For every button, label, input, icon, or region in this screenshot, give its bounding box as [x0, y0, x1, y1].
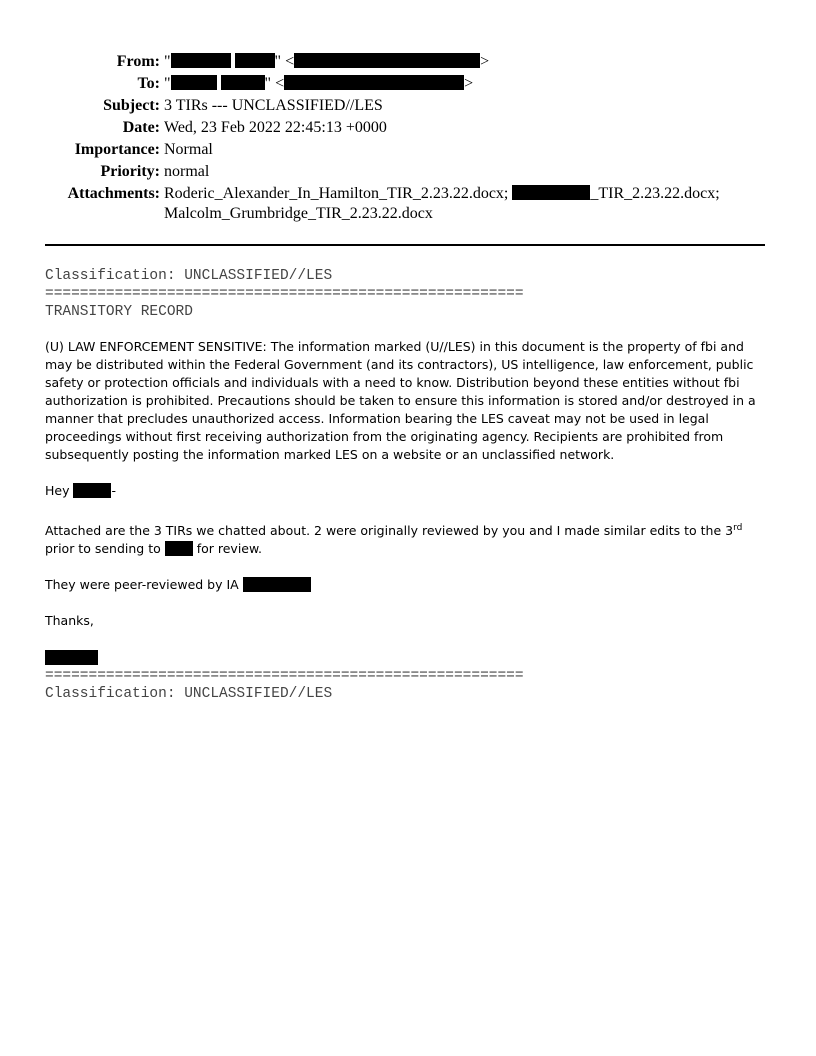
attachments-line-1: [164, 184, 720, 204]
header-divider: [45, 244, 765, 246]
greeting-line: [45, 482, 769, 500]
date-row: [0, 118, 816, 138]
paragraph-text: for review.: [192, 541, 263, 556]
closing-line: Thanks,: [45, 613, 94, 628]
redaction-box: [284, 75, 464, 90]
redaction-box: [165, 541, 193, 556]
peer-review-line: [45, 576, 769, 594]
to-row: [0, 74, 816, 94]
date-label: Date:: [122, 119, 160, 136]
attachment-paragraph: [45, 522, 769, 558]
separator-line-top: =======================================================: [45, 286, 524, 302]
priority-label: Priority:: [100, 163, 160, 180]
importance-label: Importance:: [74, 141, 160, 158]
greeting-text: Hey: [45, 483, 70, 498]
paragraph-text: prior to sending to: [45, 541, 161, 556]
redaction-box: [512, 185, 590, 200]
from-row: [0, 52, 816, 72]
paragraph-text: Attached are the 3 TIRs we chatted about. 2 were originally reviewed by you and I made similar edits to the 3: [45, 523, 734, 538]
importance-row: [0, 140, 816, 160]
to-label: To:: [137, 75, 160, 92]
redaction-box: [73, 483, 111, 498]
to-value: " " < >: [164, 75, 474, 92]
priority-value: normal: [164, 163, 210, 180]
classification-banner-bottom: Classification: UNCLASSIFIED//LES: [45, 686, 333, 702]
date-value: Wed, 23 Feb 2022 22:45:13 +0000: [164, 119, 387, 136]
classification-banner-top: Classification: UNCLASSIFIED//LES: [45, 268, 333, 284]
redaction-box: [171, 53, 231, 68]
redaction-box: [171, 75, 217, 90]
attachments-row: [0, 184, 816, 204]
ordinal-suffix: rd: [733, 522, 743, 533]
attachment-link[interactable]: _TIR_2.23.22.docx;: [590, 185, 720, 202]
transitory-record-label: TRANSITORY RECORD: [45, 304, 193, 320]
importance-value: Normal: [164, 141, 213, 158]
redaction-box: [221, 75, 265, 90]
redaction-box: [294, 53, 480, 68]
from-label: From:: [116, 53, 160, 70]
separator-line-bottom: =======================================================: [45, 668, 524, 684]
les-notice: (U) LAW ENFORCEMENT SENSITIVE: The information marked (U//LES) in this document is the property of fbi and may be distributed within the Federal Government (and its contractors), US intelligence, law enforcement, public safety or protection officials and individuals with a need to know. Distribution beyond these entities without fbi authorization is prohibited. Precautions should be taken to ensure this information is stored and/or destroyed in a manner that precludes unauthorized access. Information bearing the LES caveat may not be used in legal proceedings without first receiving authorization from the originating agency. Recipients are prohibited from subsequently posting the information marked LES on a website or an unclassified network.: [45, 339, 756, 462]
subject-row: [0, 96, 816, 116]
redaction-box: [243, 577, 311, 592]
subject-value: 3 TIRs --- UNCLASSIFIED//LES: [164, 97, 383, 114]
from-value: " " < >: [164, 53, 490, 70]
attachments-row-2: [0, 204, 816, 224]
attachment-link[interactable]: Malcolm_Grumbridge_TIR_2.23.22.docx: [164, 205, 433, 222]
signature-redaction: [45, 650, 98, 665]
redaction-box: [235, 53, 275, 68]
attachment-link[interactable]: Roderic_Alexander_In_Hamilton_TIR_2.23.22.docx;: [164, 185, 509, 202]
peer-review-text: They were peer-reviewed by IA: [45, 577, 239, 592]
priority-row: [0, 162, 816, 182]
greeting-dash: -: [111, 483, 116, 498]
attachments-label: Attachments:: [67, 185, 160, 202]
subject-label: Subject:: [103, 97, 160, 114]
